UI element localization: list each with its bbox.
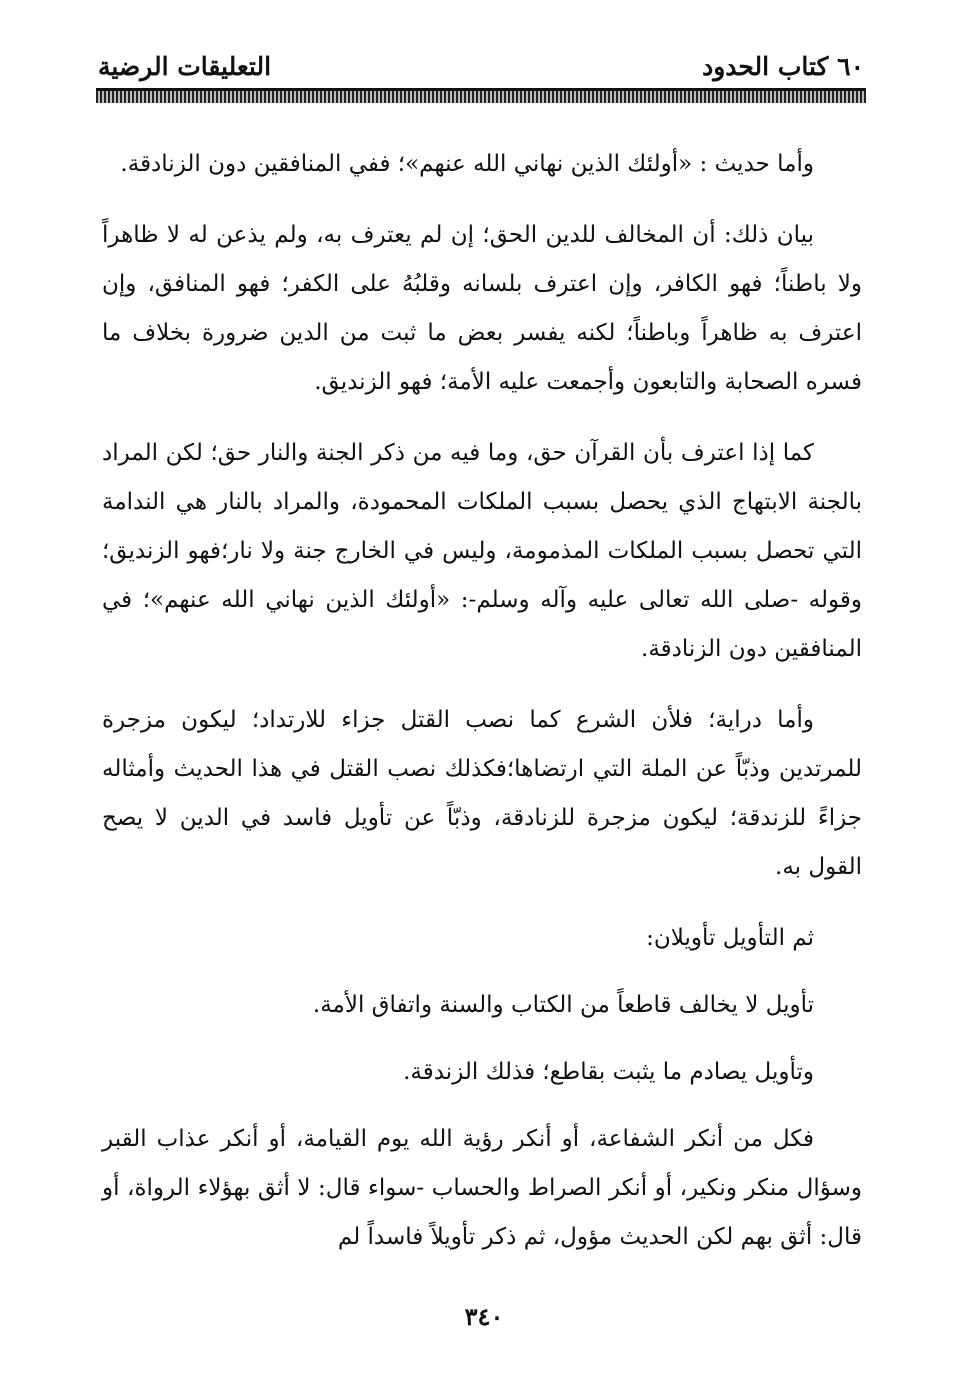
paragraph-tawil-intro: ثم التأويل تأويلان: <box>646 925 814 951</box>
paragraph-conclusion: فكل من أنكر الشفاعة، أو أنكر رؤية الله يوم القيامة، أو أنكر عذاب القبر وسؤال منكر ونكير، أو أنكر الصراط والحساب -سواء قال: لا أثق بهؤلاء الرواة، أو قال: أثق بهم لكن الحديث مؤول، ثم ذكر تأويلاً فاسداً لم <box>102 1126 862 1250</box>
page-number: ٣٤٠ <box>464 1302 504 1331</box>
paragraph-reasoning: وأما دراية؛ فلأن الشرع كما نصب القتل جزاء للارتداد؛ ليكون مزجرة للمرتدين وذبّاً عن الملة التي ارتضاها؛فكذلك نصب القتل في هذا الحديث وأمثاله جزاءً للزندقة؛ ليكون مزجرة للزنادقة، وذبّاً عن تأويل فاسد في الدين لا يصح القول به. <box>102 707 862 880</box>
book-title: التعليقات الرضية <box>98 52 272 81</box>
paragraph-tawil-first: تأويل لا يخالف قاطعاً من الكتاب والسنة واتفاق الأمة. <box>312 992 814 1018</box>
page-body <box>102 140 862 1284</box>
paragraph-hadith: وأما حديث : «أولئك الذين نهاني الله عنهم»؛ ففي المنافقين دون الزنادقة. <box>120 151 814 177</box>
header-divider <box>96 88 866 103</box>
chapter-title: ٦٠ كتاب الحدود <box>702 52 864 81</box>
paragraph-tawil-second: وتأويل يصادم ما يثبت بقاطع؛ فذلك الزندقة. <box>403 1059 814 1085</box>
paragraph-explanation: بيان ذلك: أن المخالف للدين الحق؛ إن لم يعترف به، ولم يذعن له لا ظاهراً ولا باطناً؛ فهو الكافر، وإن اعترف بلسانه وقلبُهُ على الكفر؛ فهو المنافق، وإن اعترف به ظاهراً وباطناً؛ لكنه يفسر بعض ما ثبت من الدين ضرورة بخلاف ما فسره الصحابة والتابعون وأجمعت عليه الأمة؛ فهو الزنديق. <box>102 222 862 395</box>
paragraph-example: كما إذا اعترف بأن القرآن حق، وما فيه من ذكر الجنة والنار حق؛ لكن المراد بالجنة الابتهاج الذي يحصل بسبب الملكات المحمودة، والمراد بالنار هي الندامة التي تحصل بسبب الملكات المذمومة، وليس في الخارج جنة ولا نار؛فهو الزنديق؛ وقوله -صلى الله تعالى عليه وآله وسلم-: «أولئك الذين نهاني الله عنهم»؛ في المنافقين دون الزنادقة. <box>102 440 862 662</box>
running-header <box>98 52 864 84</box>
